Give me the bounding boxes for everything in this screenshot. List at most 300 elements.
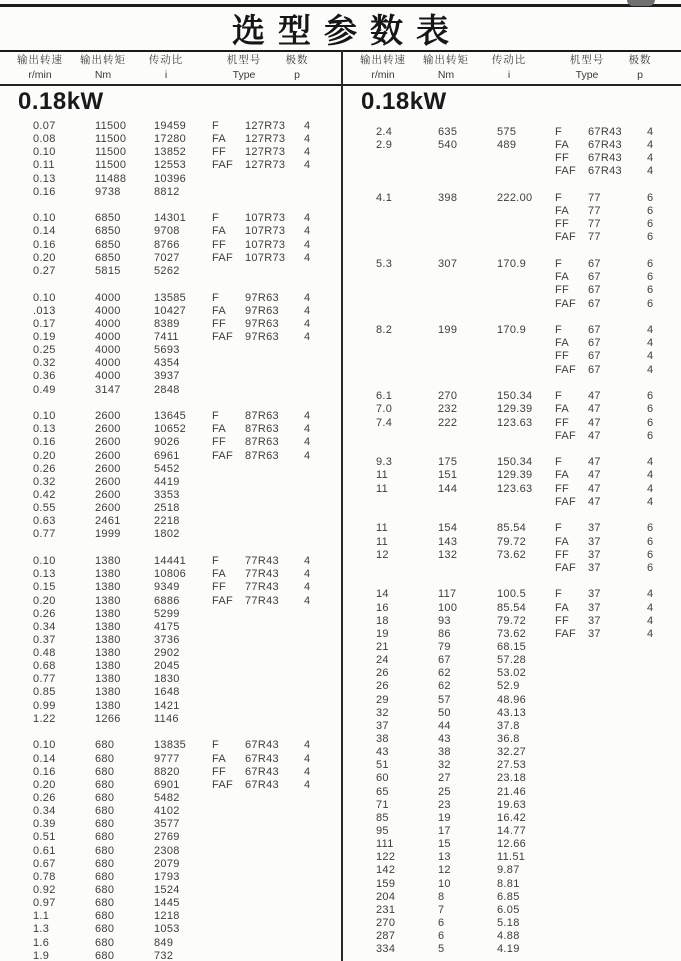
table-row [0,686,338,699]
ratio-cell: 23.18 [497,772,527,785]
poles-cell: 6 [647,297,654,310]
speed-cell: 0.08 [33,133,56,146]
table-row [343,917,681,930]
poles-cell: 4 [304,594,311,607]
table-row [0,476,338,489]
table-row [343,891,681,904]
ratio-cell: 8766 [154,238,180,251]
speed-cell: 95 [376,824,389,837]
torque-cell: 680 [95,791,115,804]
torque-cell: 680 [95,805,115,818]
type-model-cell: 97R63 [245,291,279,304]
torque-cell: 6850 [95,212,121,225]
speed-cell: 0.51 [33,831,56,844]
col-header-unit: p [637,69,643,81]
speed-cell: 1.1 [33,910,50,923]
ratio-cell: 1146 [154,712,179,725]
table-row [343,562,681,575]
ratio-cell: 1421 [154,699,180,712]
table-row [343,496,681,509]
torque-cell: 1380 [95,647,121,660]
speed-cell: 2.4 [376,126,393,138]
type-model-cell: 47 [588,482,601,495]
torque-cell: 2461 [95,515,121,528]
type-prefix-cell: FAF [212,594,234,607]
type-model-cell: 77R43 [245,568,279,581]
speed-cell: 1.9 [33,949,50,961]
power-rating-heading: 0.18kW [361,88,447,115]
ratio-cell: 4.19 [497,943,520,956]
torque-cell: 43 [438,732,451,745]
type-model-cell: 127R73 [245,146,286,159]
torque-cell: 540 [438,139,458,152]
type-prefix-cell: FA [555,205,570,218]
type-model-cell: 77R43 [245,555,279,568]
col-header-unit: i [507,69,511,81]
ratio-cell: 13835 [154,739,187,752]
table-row [343,878,681,891]
torque-cell: 307 [438,258,458,271]
speed-cell: 18 [376,614,389,627]
type-model-cell: 67R43 [588,165,622,178]
poles-cell: 6 [647,271,654,284]
table-row [0,766,338,779]
poles-cell: 4 [647,482,654,495]
type-model-cell: 37 [588,627,601,640]
ratio-cell: 7411 [154,330,179,343]
ratio-cell: 1218 [154,910,180,923]
poles-cell: 6 [647,416,654,429]
table-row [0,555,338,568]
poles-cell: 4 [304,146,311,159]
speed-cell: 4.1 [376,192,393,205]
type-prefix-cell: FAF [555,495,577,508]
type-model-cell: 47 [588,416,601,429]
poles-cell: 4 [304,133,311,146]
table-row [343,654,681,667]
torque-cell: 19 [438,811,451,824]
power-rating-heading: 0.18kW [18,88,104,115]
table-row [0,595,338,608]
poles-cell: 6 [647,561,654,574]
table-row [0,858,338,871]
speed-cell: 0.10 [33,291,56,304]
ratio-cell: 36.8 [497,732,520,745]
table-row [0,700,338,713]
speed-cell: 12 [376,548,389,561]
table-row [0,318,338,331]
poles-cell: 4 [304,778,311,791]
speed-cell: 231 [376,903,396,916]
type-prefix-cell: F [212,291,220,304]
type-prefix-cell: FAF [212,449,234,462]
col-header-poles [629,53,652,82]
torque-cell: 680 [95,752,115,765]
poles-cell: 4 [304,225,311,238]
torque-cell: 2600 [95,502,121,515]
torque-cell: 132 [438,548,458,561]
poles-cell: 4 [647,165,654,178]
speed-cell: 0.20 [33,594,56,607]
type-prefix-cell: F [555,456,563,469]
torque-cell: 67 [438,654,451,667]
torque-cell: 680 [95,949,115,961]
col-header-unit: Nm [94,69,112,81]
table-row [0,910,338,923]
torque-cell: 62 [438,680,451,693]
torque-cell: 93 [438,614,451,627]
ratio-cell: 1445 [154,897,180,910]
type-prefix-cell: FAF [212,330,234,343]
speed-cell: 0.48 [33,647,56,660]
speed-cell: 21 [376,641,389,653]
speed-cell: 0.07 [33,120,56,132]
speed-cell: 38 [376,732,389,745]
poles-cell: 4 [647,363,654,376]
col-header-cn: 输出转矩 [423,54,469,66]
ratio-cell: 5482 [154,791,180,804]
torque-cell: 13 [438,851,451,864]
torque-cell: 4000 [95,304,121,317]
type-prefix-cell: FAF [555,627,577,640]
type-model-cell: 67 [588,363,601,376]
poles-cell: 4 [647,152,654,165]
type-prefix-cell: FF [555,548,570,561]
table-row [0,818,338,831]
poles-cell: 4 [304,568,311,581]
torque-cell: 57 [438,693,451,706]
type-prefix-cell: F [212,739,220,752]
speed-cell: 0.13 [33,172,56,185]
speed-cell: 0.34 [33,620,56,633]
speed-cell: 0.67 [33,857,56,870]
table-row [343,152,681,165]
poles-cell: 4 [647,350,654,363]
type-prefix-cell: FF [212,146,227,159]
speed-cell: 0.15 [33,581,56,594]
speed-cell: 0.97 [33,897,56,910]
torque-cell: 27 [438,772,451,785]
table-row [343,812,681,825]
ratio-cell: 27.53 [497,759,527,772]
type-prefix-cell: FF [555,284,570,297]
type-prefix-cell: FAF [555,429,577,442]
type-prefix-cell: FF [555,218,570,231]
type-model-cell: 67 [588,258,601,271]
ratio-cell: 21.46 [497,785,527,798]
poles-cell: 4 [304,238,311,251]
ratio-cell: 53.02 [497,667,527,680]
table-row [343,864,681,877]
poles-cell: 6 [647,231,654,244]
ratio-cell: 1802 [154,528,180,541]
type-prefix-cell: FA [555,601,570,614]
ratio-cell: 13585 [154,291,187,304]
type-prefix-cell: F [555,324,563,337]
speed-cell: 0.26 [33,462,56,475]
ratio-cell: 2848 [154,383,180,396]
speed-cell: 9.3 [376,456,393,469]
speed-cell: 26 [376,667,389,680]
speed-cell: 19 [376,627,389,640]
col-header-cn: 输出转速 [17,54,63,66]
table-row [0,489,338,502]
type-prefix-cell: FF [212,317,227,330]
ratio-cell: 489 [497,139,517,152]
ratio-cell: 150.34 [497,390,533,403]
ratio-cell: 10806 [154,568,187,581]
col-header-output-torque [423,53,469,82]
table-row [343,628,681,641]
type-prefix-cell: FF [555,152,570,165]
torque-cell: 1380 [95,555,121,568]
torque-cell: 117 [438,588,457,601]
speed-cell: 60 [376,772,389,785]
table-row [343,615,681,628]
ratio-cell: 9708 [154,225,180,238]
type-prefix-cell: FAF [555,561,577,574]
type-model-cell: 87R63 [245,423,279,436]
torque-cell: 15 [438,838,451,851]
ratio-cell: 57.28 [497,654,527,667]
torque-cell: 680 [95,910,115,923]
table-row [343,641,681,654]
type-model-cell: 67 [588,337,601,350]
speed-cell: 43 [376,746,389,759]
col-header-cn: 极数 [285,54,309,66]
speed-cell: 0.13 [33,568,56,581]
table-row [0,357,338,370]
speed-cell: 8.2 [376,324,393,337]
type-model-cell: 47 [588,495,601,508]
torque-cell: 2600 [95,436,121,449]
torque-cell: 2600 [95,475,121,488]
poles-cell: 4 [304,120,311,132]
col-header-type [570,53,605,82]
speed-cell: 85 [376,811,389,824]
type-model-cell: 77 [588,205,601,218]
torque-cell: 2600 [95,423,121,436]
type-model-cell: 107R73 [245,212,286,225]
speed-cell: 0.16 [33,238,56,251]
table-row [0,225,338,238]
ratio-cell: 14441 [154,555,187,568]
type-prefix-cell: F [212,410,220,423]
speed-cell: 0.13 [33,423,56,436]
torque-cell: 680 [95,765,115,778]
type-prefix-cell: FAF [212,159,234,172]
poles-cell: 4 [647,126,654,138]
torque-cell: 9738 [95,185,121,198]
table-row [0,173,338,186]
torque-cell: 1380 [95,686,121,699]
ratio-cell: 79.72 [497,614,527,627]
ratio-cell: 14.77 [497,824,527,837]
ratio-cell: 1524 [154,883,180,896]
table-row [343,192,681,205]
table-row [343,772,681,785]
ratio-cell: 9.87 [497,864,520,877]
speed-cell: 159 [376,877,396,890]
table-row [0,370,338,383]
type-model-cell: 77R43 [245,581,279,594]
ratio-cell: 10396 [154,172,187,185]
speed-cell: 204 [376,890,396,903]
table-row [343,522,681,535]
type-prefix-cell: FA [212,423,227,436]
poles-cell: 6 [647,403,654,416]
speed-cell: 1.22 [33,712,56,725]
torque-cell: 3147 [95,383,121,396]
type-prefix-cell: F [555,588,563,601]
torque-cell: 11500 [95,133,127,146]
poles-cell: 4 [304,304,311,317]
type-model-cell: 97R63 [245,304,279,317]
table-row [0,436,338,449]
type-model-cell: 37 [588,522,601,535]
speed-cell: 0.92 [33,883,56,896]
right-table-panel [343,52,681,961]
table-row [343,588,681,601]
torque-cell: 32 [438,759,451,772]
type-prefix-cell: FA [212,225,227,238]
type-model-cell: 77 [588,231,601,244]
speed-cell: 0.27 [33,264,56,277]
col-header-unit: Type [232,69,256,81]
table-row [0,871,338,884]
ratio-cell: 10427 [154,304,187,317]
table-row [0,528,338,541]
ratio-cell: 12553 [154,159,187,172]
poles-cell: 6 [647,429,654,442]
table-row [0,923,338,936]
torque-cell: 1380 [95,699,121,712]
table-row [343,231,681,244]
torque-cell: 199 [438,324,458,337]
table-row [343,549,681,562]
torque-cell: 2600 [95,489,121,502]
table-block [0,120,338,199]
speed-cell: 0.32 [33,357,56,370]
table-row [0,647,338,660]
type-model-cell: 97R63 [245,330,279,343]
torque-cell: 1380 [95,660,121,673]
poles-cell: 4 [304,765,311,778]
torque-cell: 222 [438,416,458,429]
table-row [0,897,338,910]
table-block [343,258,681,311]
torque-cell: 635 [438,126,458,138]
torque-cell: 4000 [95,357,121,370]
ratio-cell: 14301 [154,212,187,225]
speed-cell: 11 [376,469,389,482]
speed-cell: 0.20 [33,251,56,264]
ratio-cell: 2218 [154,515,180,528]
speed-cell: 51 [376,759,389,772]
type-prefix-cell: FF [555,416,570,429]
table-block [343,588,681,956]
table-row [0,212,338,225]
type-prefix-cell: FF [555,350,570,363]
torque-cell: 23 [438,798,451,811]
torque-cell: 86 [438,627,451,640]
type-prefix-cell: FAF [555,165,577,178]
type-model-cell: 107R73 [245,238,286,251]
torque-cell: 1380 [95,581,121,594]
torque-cell: 4000 [95,330,121,343]
poles-cell: 4 [304,159,311,172]
speed-cell: 0.10 [33,410,56,423]
torque-cell: 1380 [95,568,121,581]
poles-cell: 4 [647,456,654,469]
speed-cell: 0.11 [33,159,55,172]
ratio-cell: 575 [497,126,517,138]
speed-cell: 0.78 [33,870,56,883]
table-row [0,608,338,621]
ratio-cell: 1053 [154,923,180,936]
ratio-cell: 8.81 [497,877,520,890]
type-model-cell: 67R43 [245,778,279,791]
table-row [0,186,338,199]
ratio-cell: 9777 [154,752,180,765]
speed-cell: 26 [376,680,389,693]
ratio-cell: 68.15 [497,641,527,653]
type-prefix-cell: FA [212,133,227,146]
poles-cell: 4 [304,436,311,449]
poles-cell: 6 [647,258,654,271]
speed-cell: 0.42 [33,489,56,502]
ratio-cell: 13645 [154,410,187,423]
speed-cell: 0.55 [33,502,56,515]
speed-cell: 0.68 [33,660,56,673]
speed-cell: 0.77 [33,673,56,686]
type-prefix-cell: F [555,126,563,138]
ratio-cell: 123.63 [497,482,533,495]
ratio-cell: 6.85 [497,890,520,903]
speed-cell: .013 [33,304,56,317]
poles-cell: 4 [647,324,654,337]
table-row [343,943,681,956]
table-row [0,568,338,581]
ratio-cell: 2518 [154,502,180,515]
table-row [0,581,338,594]
col-header-cn: 机型号 [569,54,605,66]
ratio-cell: 4419 [154,475,180,488]
table-row [343,364,681,377]
torque-cell: 12 [438,864,451,877]
ratio-cell: 3937 [154,370,180,383]
type-prefix-cell: FAF [555,363,577,376]
poles-cell: 4 [647,601,654,614]
speed-cell: 0.20 [33,449,56,462]
table-row [343,799,681,812]
poles-cell: 4 [304,423,311,436]
type-prefix-cell: FA [555,337,570,350]
speed-cell: 0.49 [33,383,56,396]
table-row [343,904,681,917]
table-row [343,417,681,430]
speed-cell: 0.10 [33,555,56,568]
speed-cell: 270 [376,916,396,929]
poles-cell: 4 [304,581,311,594]
table-row [343,759,681,772]
poles-cell: 4 [304,317,311,330]
ratio-cell: 129.39 [497,469,533,482]
speed-cell: 0.16 [33,436,56,449]
type-prefix-cell: FF [555,482,570,495]
col-header-unit: Type [575,69,599,81]
torque-cell: 680 [95,883,115,896]
